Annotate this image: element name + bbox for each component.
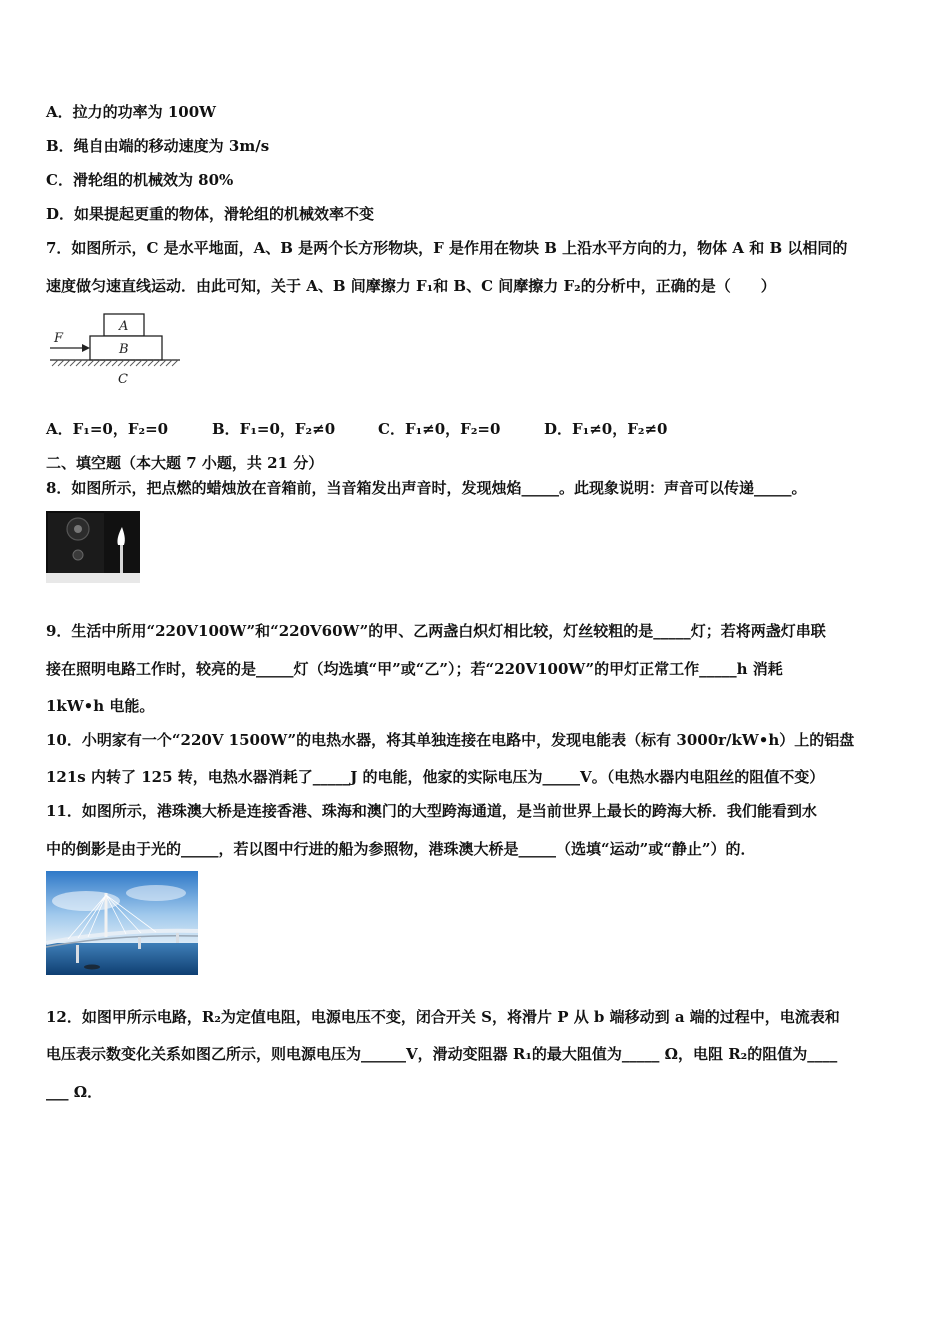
q6-option-a: A．拉力的功率为 100W bbox=[46, 103, 217, 121]
q6-option-d: D．如果提起更重的物体，滑轮组的机械效率不变 bbox=[46, 205, 375, 223]
q12-text-line1: 12．如图甲所示电路，R₂为定值电阻，电源电压不变，闭合开关 S，将滑片 P 从 b 端移动到 a 端的过程中，电流表和 bbox=[46, 1008, 840, 1026]
label-c: C bbox=[118, 372, 128, 387]
q9-text-line2: 接在照明电路工作时，较亮的是_____灯（均选填“甲”或“乙”）；若“220V100W”的甲灯正常工作_____h 消耗 bbox=[46, 660, 783, 678]
q7-block-diagram bbox=[46, 310, 186, 390]
q6-option-b: B．绳自由端的移动速度为 3m/s bbox=[46, 137, 270, 155]
speaker-candle-photo bbox=[46, 511, 140, 583]
q11-text-line2: 中的倒影是由于光的_____，若以图中行进的船为参照物，港珠澳大桥是_____（选填“运动”或“静止”）的． bbox=[46, 840, 756, 858]
q7-text-line1: 7．如图所示，C 是水平地面，A、B 是两个长方形物块，F 是作用在物块 B 上沿水平方向的力，物体 A 和 B 以相同的 bbox=[46, 239, 848, 257]
q7-option-c: C．F₁≠0，F₂=0 bbox=[378, 420, 501, 438]
label-f: F bbox=[54, 331, 64, 346]
q12-text-line2: 电压表示数变化关系如图乙所示，则电源电压为______V，滑动变阻器 R₁的最大阻值为_____ Ω，电阻 R₂的阻值为____ bbox=[46, 1045, 838, 1063]
q7-text-line2: 速度做匀速直线运动．由此可知，关于 A、B 间摩擦力 F₁和 B、C 间摩擦力 F₂的分析中，正确的是（ ） bbox=[46, 277, 776, 295]
q9-text-line3: 1kW•h 电能。 bbox=[46, 697, 155, 715]
q12-text-line3: ___ Ω． bbox=[46, 1083, 103, 1101]
label-a: A bbox=[119, 319, 129, 334]
q11-text-line1: 11．如图所示，港珠澳大桥是连接香港、珠海和澳门的大型跨海通道，是当前世界上最长的跨海大桥．我们能看到水 bbox=[46, 802, 817, 820]
q9-text-line1: 9．生活中所用“220V100W”和“220V60W”的甲、乙两盏白炽灯相比较，灯丝较粗的是_____灯；若将两盏灯串联 bbox=[46, 622, 826, 640]
label-b: B bbox=[119, 342, 129, 357]
q8-text: 8．如图所示，把点燃的蜡烛放在音箱前，当音箱发出声音时，发现烛焰_____。此现象说明：声音可以传递_____。 bbox=[46, 479, 807, 497]
q10-text-line1: 10．小明家有一个“220V 1500W”的电热水器，将其单独连接在电路中，发现电能表（标有 3000r/kW•h）上的铝盘 bbox=[46, 731, 855, 749]
q10-text-line2: 121s 内转了 125 转，电热水器消耗了_____J 的电能，他家的实际电压为_____V。（电热水器内电阻丝的阻值不变） bbox=[46, 768, 825, 786]
q7-options bbox=[46, 418, 710, 439]
q7-option-b: B．F₁=0，F₂≠0 bbox=[212, 420, 336, 438]
section-2-title: 二、填空题（本大题 7 小题，共 21 分） bbox=[46, 454, 324, 472]
q6-option-c: C．滑轮组的机械效为 80% bbox=[46, 171, 234, 189]
q7-option-a: A．F₁=0，F₂=0 bbox=[46, 420, 169, 438]
q7-option-d: D．F₁≠0，F₂≠0 bbox=[544, 420, 668, 438]
bridge-photo bbox=[46, 871, 198, 975]
